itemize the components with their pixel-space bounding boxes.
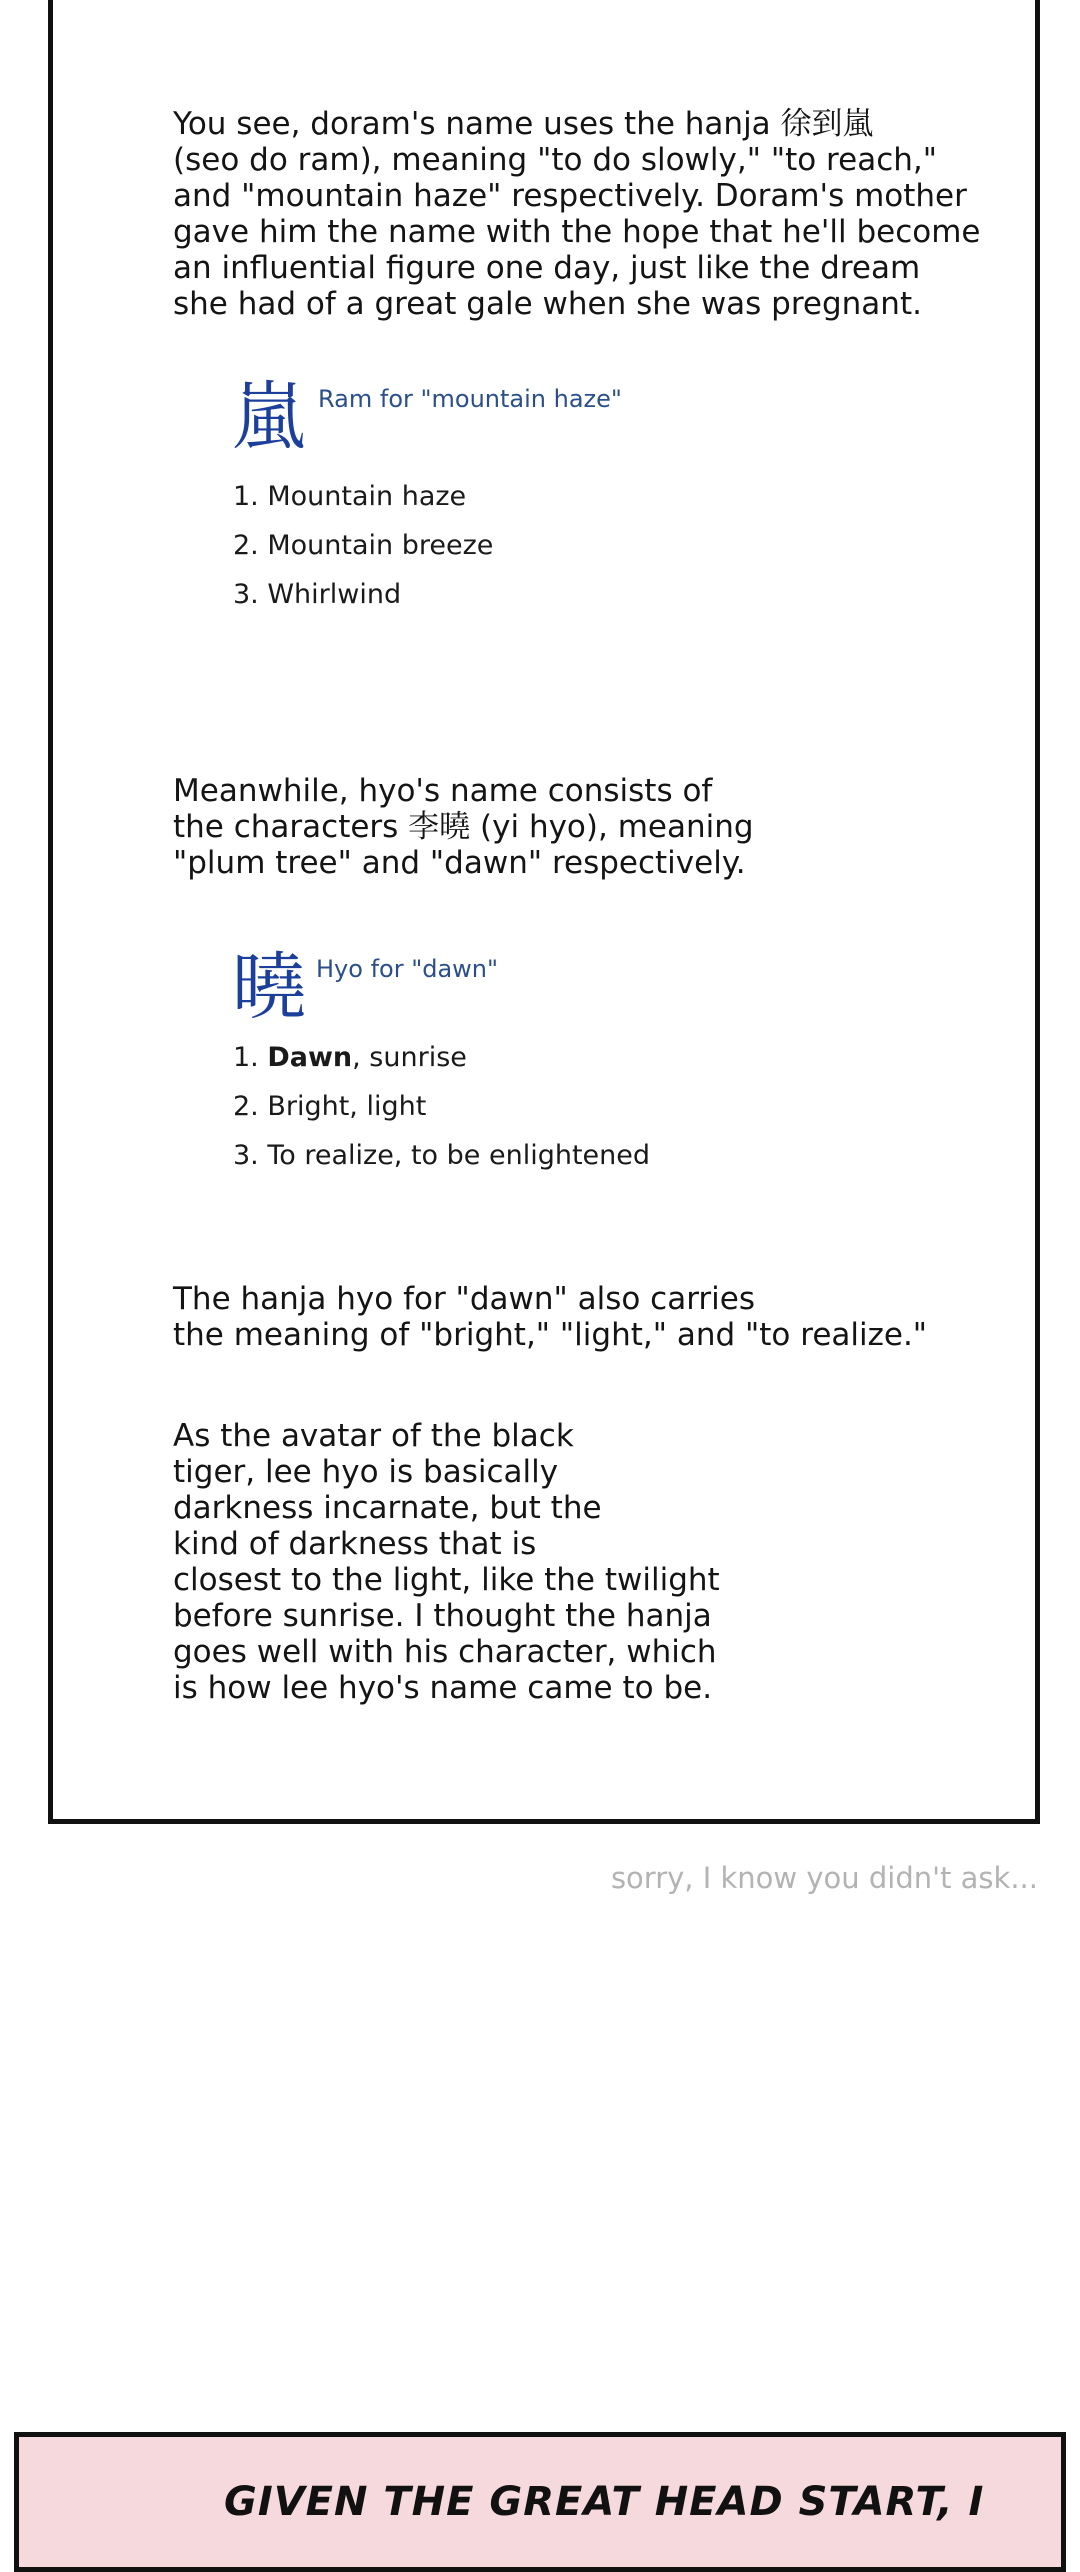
ram-meaning-item: 3. Whirlwind bbox=[233, 579, 402, 610]
name-origin-paragraph-doram: You see, doram's name uses the hanja 徐到嵐 (seo do ram), meaning "to do slowly," "to reach," and "mountain haze" respectively. Doram's mother gave him the name with the hope that he'll become an influential figure one day, just like the dream she had of a great gale when she was pregnant. bbox=[173, 106, 981, 322]
hyo-character-paragraph: As the avatar of the black tiger, lee hyo is basically darkness incarnate, but the kind of darkness that is closest to the light, like the twilight before sunrise. I thought the hanja goes well with his character, which is how lee hyo's name came to be. bbox=[173, 1418, 720, 1706]
hyo-meaning-item: 3. To realize, to be enlightened bbox=[233, 1140, 651, 1171]
ram-meaning-item: 1. Mountain haze bbox=[233, 481, 467, 512]
narration-caption-text: GIVEN THE GREAT HEAD START, I bbox=[224, 2479, 985, 2525]
hanja-ram-caption: Ram for "mountain haze" bbox=[318, 385, 622, 413]
ram-meaning-item: 2. Mountain breeze bbox=[233, 530, 494, 561]
hanja-hyo-caption: Hyo for "dawn" bbox=[316, 955, 499, 983]
hyo-meaning-paragraph: The hanja hyo for "dawn" also carries the meaning of "bright," "light," and "to realize." bbox=[173, 1281, 928, 1353]
hyo-meaning-number: 1. bbox=[233, 1042, 268, 1073]
hyo-meaning-rest: , sunrise bbox=[352, 1042, 467, 1073]
hyo-meaning-item bbox=[233, 1033, 650, 1082]
ram-meaning-list bbox=[233, 472, 493, 619]
hanja-ram-glyph: 嵐 bbox=[232, 374, 306, 460]
name-origin-paragraph-hyo: Meanwhile, hyo's name consists of the characters 李曉 (yi hyo), meaning "plum tree" and "dawn" respectively. bbox=[173, 773, 754, 881]
hyo-meaning-emphasis: Dawn bbox=[267, 1042, 353, 1073]
hyo-meaning-list bbox=[233, 1033, 650, 1180]
hanja-hyo-glyph: 曉 bbox=[232, 944, 306, 1030]
aside-note: sorry, I know you didn't ask... bbox=[610, 1861, 1038, 1895]
hyo-meaning-item: 2. Bright, light bbox=[233, 1091, 427, 1122]
